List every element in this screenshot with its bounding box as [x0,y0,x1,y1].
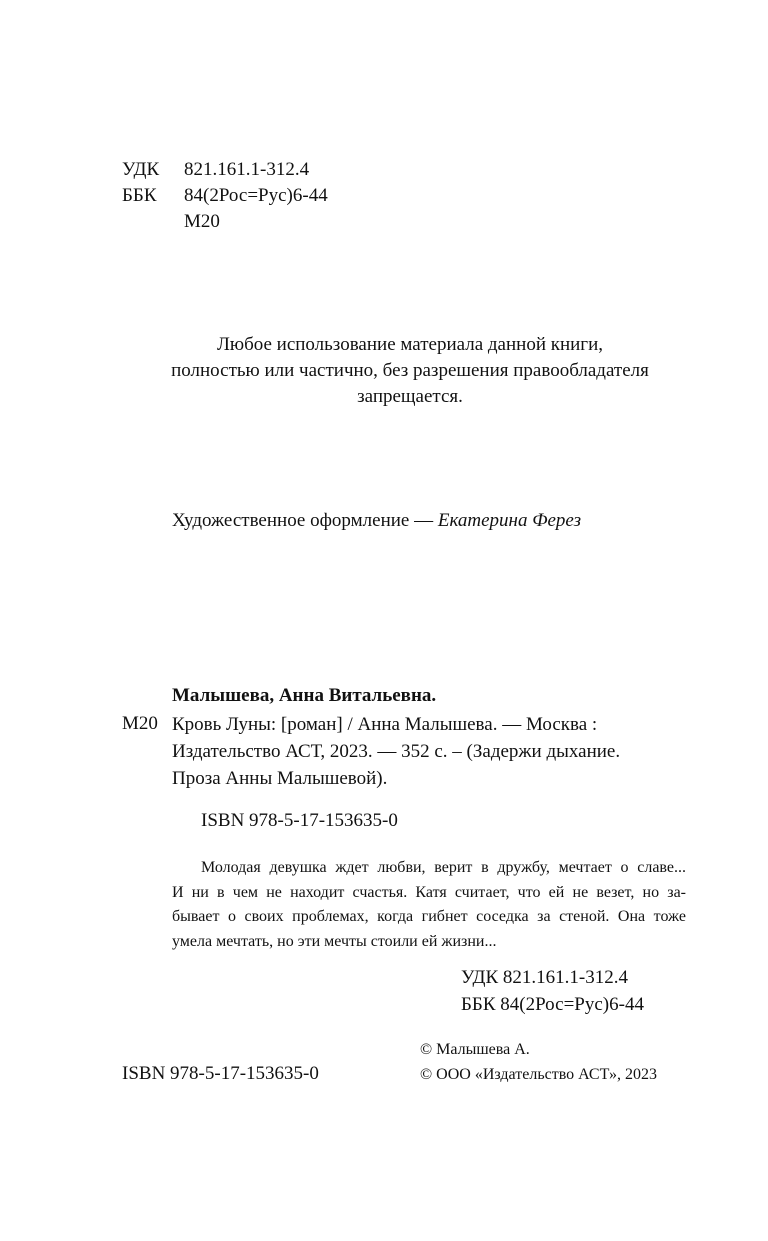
bbk-line [122,183,328,209]
cip-bbk: ББК 84(2Рос=Рус)6-44 [461,994,644,1015]
cip-author-mark: М20 [122,713,158,734]
cip-author: Малышева, Анна Витальевна. [172,685,437,706]
design-credit-label: Художественное оформление — [172,510,438,531]
bbk-value: 84(2Рос=Рус)6-44 [184,185,328,206]
bbk-label: ББК [122,185,157,206]
copyright-notice [80,332,740,410]
annotation-line: Молодая девушка ждет любви, верит в дружбу, мечтает о славе... [201,859,686,876]
author-mark-line [122,209,220,235]
udk-value: 821.161.1-312.4 [184,159,310,180]
copyright-publisher: © ООО «Издательство АСТ», 2023 [420,1066,657,1083]
isbn-bottom: ISBN 978-5-17-153635-0 [122,1063,319,1084]
notice-line: Любое использование материала данной книги, [216,334,604,355]
udk-line [122,157,309,183]
cip-description-line: Проза Анны Малышевой). [172,768,388,789]
design-credit [172,508,581,534]
annotation-line: бывает о своих проблемах, когда гибнет соседка за стеной. Она тоже [172,908,686,925]
udk-label: УДК [122,159,160,180]
annotation [172,856,686,954]
copyright-author: © Малышева А. [420,1041,530,1058]
design-credit-artist: Екатерина Ферез [437,510,582,531]
notice-line: полностью или частично, без разрешения правообладателя [171,360,649,381]
annotation-line: умела мечтать, но эти мечты стоили ей жизни... [172,932,497,950]
author-mark: М20 [184,211,220,232]
cip-udk: УДК 821.161.1-312.4 [461,967,628,988]
annotation-line: И ни в чем не находит счастья. Катя считает, что ей не везет, но за- [172,883,686,901]
notice-line: запрещается. [357,386,463,407]
cip-description [172,711,688,792]
cip-description-line: Кровь Луны: [роман] / Анна Малышева. — Москва : [172,714,598,735]
cip-description-line: Издательство АСТ, 2023. — 352 с. – (Задержи дыхание. [172,741,621,762]
cip-isbn: ISBN 978-5-17-153635-0 [201,810,398,831]
